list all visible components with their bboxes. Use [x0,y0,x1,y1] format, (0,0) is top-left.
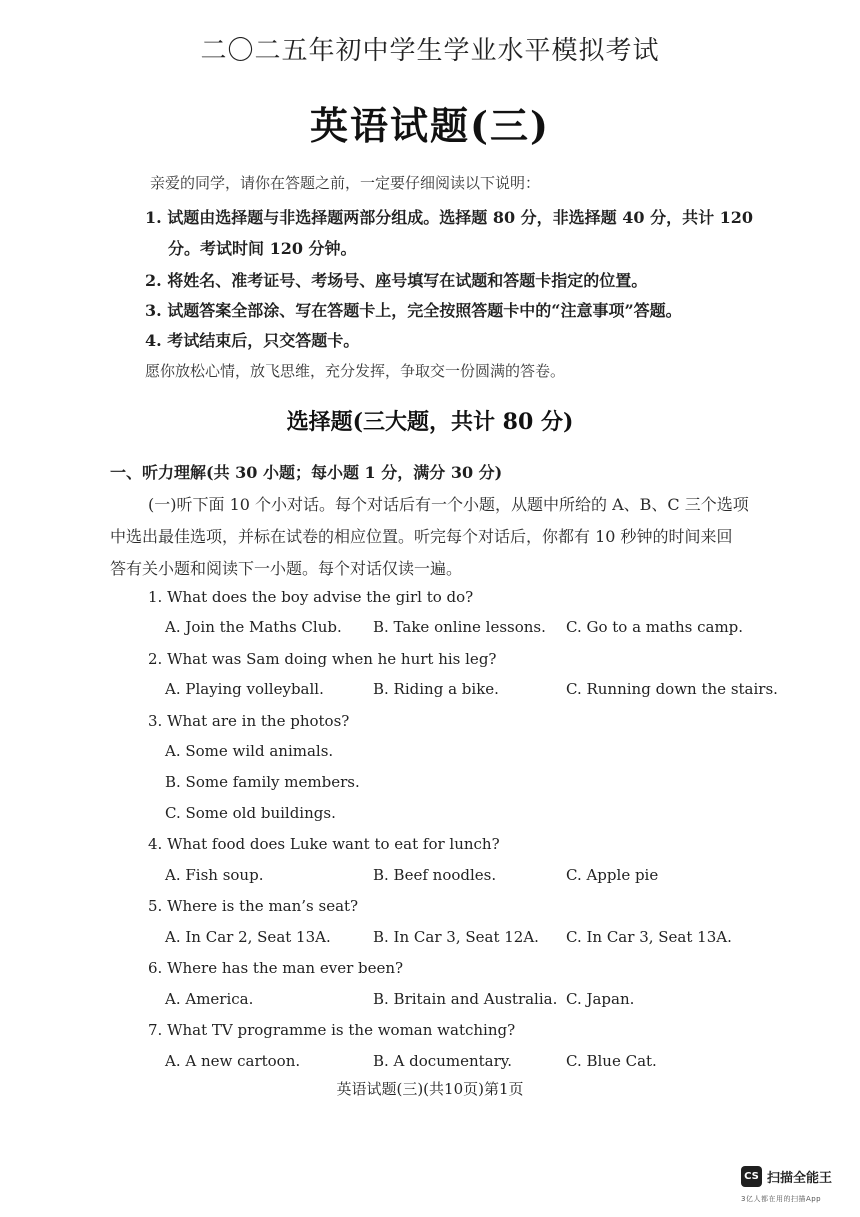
q2-option-c: C. Running down the stairs. [566,680,778,698]
q7-option-b: B. A documentary. [373,1052,513,1070]
question-4: 4. What food does Luke want to eat for lunch? [148,835,500,853]
q1-option-c: C. Go to a maths camp. [566,618,744,636]
wish-text: 愿你放松心情，放飞思维，充分发挥，争取交一份圆满的答卷。 [145,362,566,380]
section-title: 选择题(三大题，共计 80 分) [286,409,574,435]
scanner-tagline: 3亿人都在用的扫描App [741,1195,822,1203]
question-1: 1. What does the boy advise the girl to do? [148,588,474,606]
question-6: 6. Where has the man ever been? [148,959,404,977]
exam-header: 二〇二五年初中学生学业水平模拟考试 [200,36,660,66]
question-5: 5. Where is the man’s seat? [148,897,359,915]
q5-option-a: A. In Car 2, Seat 13A. [165,928,331,946]
scanner-brand: 扫描全能王 [767,1171,833,1186]
q6-option-b: B. Britain and Australia. [373,990,558,1008]
q7-option-a: A. A new cartoon. [165,1052,301,1070]
q6-option-c: C. Japan. [566,990,635,1008]
q5-option-b: B. In Car 3, Seat 12A. [373,928,539,946]
note-4: 4. 考试结束后，只交答题卡。 [145,331,360,350]
q1-option-b: B. Take online lessons. [373,618,546,636]
q2-option-b: B. Riding a bike. [373,680,499,698]
q3-option-b: B. Some family members. [165,773,360,791]
note-3: 3. 试题答案全部涂、写在答题卡上，完全按照答题卡中的“注意事项”答题。 [145,301,682,320]
instruction-line-2: 中选出最佳选项，并标在试卷的相应位置。听完每个对话后，你都有 10 秒钟的时间来回 [110,527,733,546]
q4-option-b: B. Beef noodles. [373,866,497,884]
part-title: 一、听力理解(共 30 小题；每小题 1 分，满分 30 分) [110,463,503,482]
greeting-text: 亲爱的同学，请你在答题之前，一定要仔细阅读以下说明： [150,174,541,192]
question-7: 7. What TV programme is the woman watching? [148,1021,516,1039]
q3-option-a: A. Some wild animals. [165,742,334,760]
q3-option-c: C. Some old buildings. [165,804,336,822]
q4-option-a: A. Fish soup. [165,866,264,884]
q6-option-a: A. America. [165,990,254,1008]
q1-option-a: A. Join the Maths Club. [165,618,342,636]
q7-option-c: C. Blue Cat. [566,1052,657,1070]
q5-option-c: C. In Car 3, Seat 13A. [566,928,732,946]
instruction-line-3: 答有关小题和阅读下一小题。每个对话仅读一遍。 [110,559,463,578]
note-1: 1. 试题由选择题与非选择题两部分组成。选择题 80 分，非选择题 40 分，共计 120 [145,208,754,227]
q4-option-c: C. Apple pie [566,866,659,884]
cs-logo-icon: CS [741,1166,762,1187]
q2-option-a: A. Playing volleyball. [165,680,324,698]
instruction-line-1: (一)听下面 10 个小对话。每个对话后有一个小题，从题中所给的 A、B、C 三个选项 [148,495,749,514]
page-footer: 英语试题(三)(共10页)第1页 [336,1080,524,1098]
question-2: 2. What was Sam doing when he hurt his leg? [148,650,497,668]
page-title: 英语试题(三) [310,103,550,148]
note-1-cont: 分。考试时间 120 分钟。 [168,239,357,258]
question-3: 3. What are in the photos? [148,712,350,730]
note-2: 2. 将姓名、准考证号、考场号、座号填写在试题和答题卡指定的位置。 [145,271,648,290]
